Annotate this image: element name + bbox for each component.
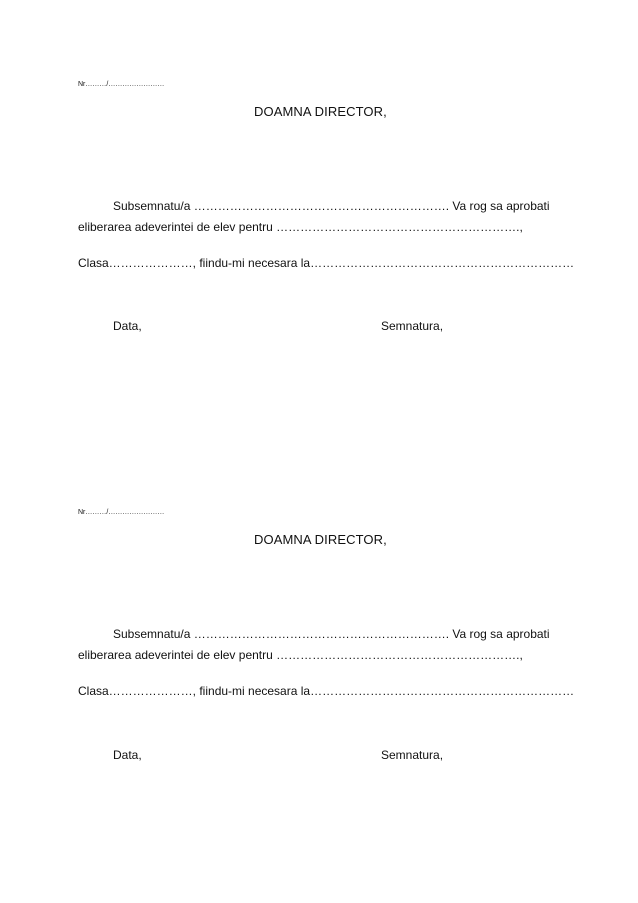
request-line-2: eliberarea adeverintei de elev pentru ……………………………………………………., xyxy=(78,648,523,662)
date-label: Data, xyxy=(113,748,142,762)
request-line-1: Subsemnatu/a ………………………………………………………. Va rog sa aprobati xyxy=(113,627,550,641)
request-line-3: Clasa…………………, fiindu-mi necesara la………………………………………………………… xyxy=(78,256,575,270)
request-form-2 xyxy=(0,426,638,846)
signature-label: Semnatura, xyxy=(381,748,444,762)
registration-number: Nr………/…………………… xyxy=(78,81,165,88)
date-label: Data, xyxy=(113,319,142,333)
request-form-1 xyxy=(0,0,638,420)
signature-label: Semnatura, xyxy=(381,319,444,333)
addressee-title: DOAMNA DIRECTOR, xyxy=(254,104,387,119)
request-line-2: eliberarea adeverintei de elev pentru ……………………………………………………., xyxy=(78,220,523,234)
request-line-1: Subsemnatu/a ………………………………………………………. Va rog sa aprobati xyxy=(113,199,550,213)
request-line-3: Clasa…………………, fiindu-mi necesara la………………………………………………………… xyxy=(78,684,575,698)
registration-number: Nr………/…………………… xyxy=(78,509,165,516)
addressee-title: DOAMNA DIRECTOR, xyxy=(254,532,387,547)
